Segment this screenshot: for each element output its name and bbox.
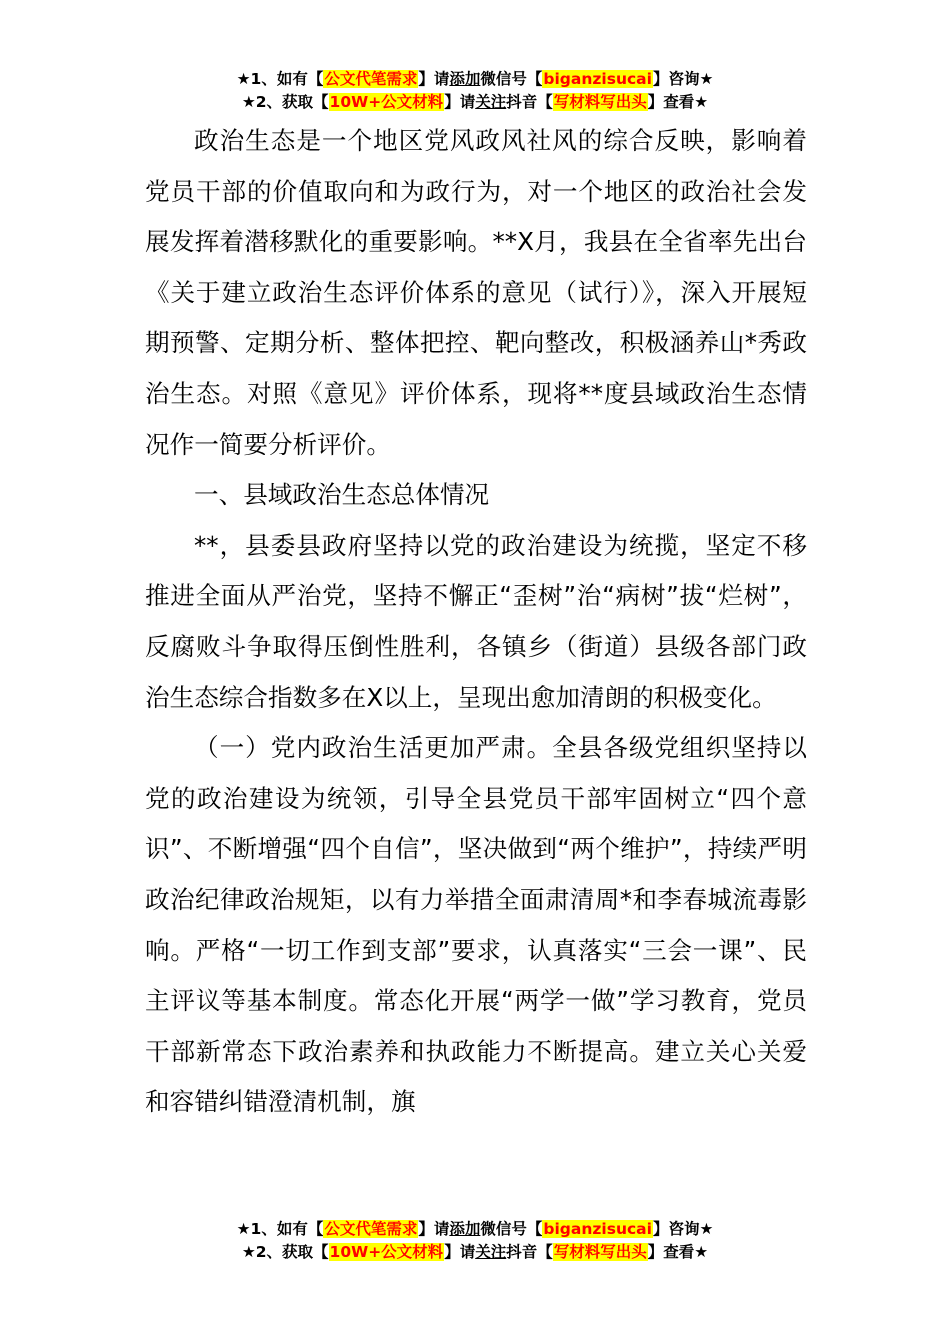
banner-text: 】查看★ <box>647 93 709 111</box>
paragraph-intro: 政治生态是一个地区党风政风社风的综合反映，影响着党员干部的价值取向和为政行为，对一个地区的政治社会发展发挥着潜移默化的重要影响。**X月，我县在全省率先出台《关于建立政治生态评价体系的意见（试行）》，深入开展短期预警、定期分析、整体把控、靶向整改，积极涵养山*秀政治生态。对照《意见》评价体系，现将**度县域政治生态情况作一简要分析评价。 <box>145 126 807 459</box>
banner-highlight: 公文代笔需求 <box>324 1220 418 1238</box>
banner-douyin-id: 写材料写出头 <box>553 93 647 111</box>
banner-highlight: 10W+公文材料 <box>329 1243 444 1261</box>
banner-text: ★1、如有【 <box>236 1220 324 1238</box>
banner-line-1 <box>0 1218 950 1241</box>
banner-text: 】请 <box>444 93 476 111</box>
banner-text: 】请 <box>418 70 450 88</box>
banner-highlight: 公文代笔需求 <box>324 70 418 88</box>
banner-emphasis: 关注 <box>475 93 507 111</box>
banner-wechat-id: biganzisucai <box>543 70 652 88</box>
paragraph-subsection-1: （一）党内政治生活更加严肃。全县各级党组织坚持以党的政治建设为统领，引导全县党员干部牢固树立“四个意识”、不断增强“四个自信”，坚决做到“两个维护”，持续严明政治纪律政治规矩，以有力举措全面肃清周*和李春城流毒影响。严格“一切工作到支部”要求，认真落实“三会一课”、民主评议等基本制度。常态化开展“两学一做”学习教育，党员干部新常态下政治素养和执政能力不断提高。建立关心关爱和容错纠错澄清机制，旗 <box>145 733 807 1117</box>
banner-text: 】查看★ <box>647 1243 709 1261</box>
section-heading: 一、县域政治生态总体情况 <box>194 480 490 510</box>
document-body <box>145 116 807 1128</box>
bottom-banner <box>0 1218 950 1264</box>
banner-line-1 <box>0 68 950 91</box>
banner-line-2 <box>0 1241 950 1264</box>
banner-highlight: 10W+公文材料 <box>329 93 444 111</box>
paragraph-overview: **，县委县政府坚持以党的政治建设为统揽，坚定不移推进全面从严治党，坚持不懈正“歪树”治“病树”拔“烂树”，反腐败斗争取得压倒性胜利，各镇乡（街道）县级各部门政治生态综合指数多在X以上，呈现出愈加清朗的积极变化。 <box>145 530 807 712</box>
banner-douyin-id: 写材料写出头 <box>553 1243 647 1261</box>
banner-emphasis: 添加 <box>449 1220 481 1238</box>
banner-text: ★2、获取【 <box>241 1243 329 1261</box>
banner-text: ★1、如有【 <box>236 70 324 88</box>
banner-wechat-id: biganzisucai <box>543 1220 652 1238</box>
banner-text: 微信号【 <box>480 70 543 88</box>
banner-text: 抖音【 <box>506 93 553 111</box>
top-banner <box>0 68 950 114</box>
banner-line-2 <box>0 91 950 114</box>
banner-text: 】请 <box>418 1220 450 1238</box>
banner-text: 】咨询★ <box>652 1220 714 1238</box>
banner-text: 】请 <box>444 1243 476 1261</box>
banner-emphasis: 添加 <box>449 70 481 88</box>
banner-text: 微信号【 <box>480 1220 543 1238</box>
banner-text: 】咨询★ <box>652 70 714 88</box>
banner-text: 抖音【 <box>506 1243 553 1261</box>
banner-emphasis: 关注 <box>475 1243 507 1261</box>
banner-text: ★2、获取【 <box>241 93 329 111</box>
